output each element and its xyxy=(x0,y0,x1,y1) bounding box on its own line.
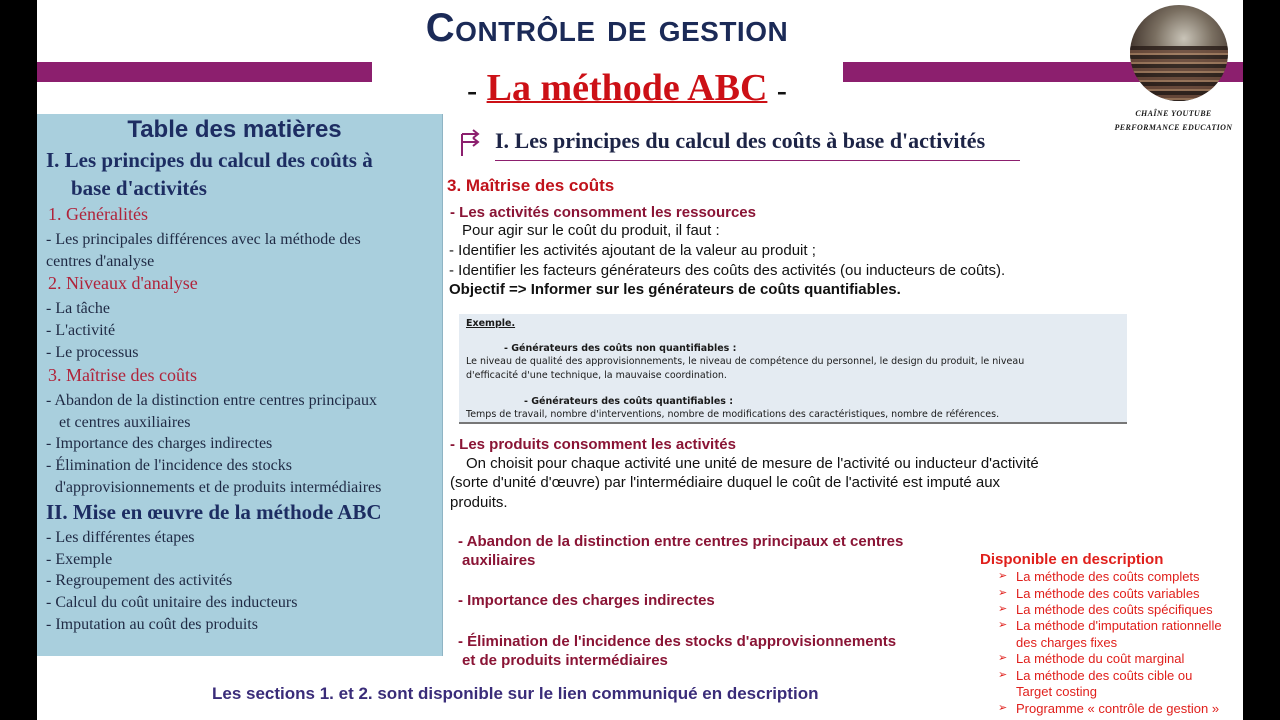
bullet-heading: - Les produits consomment les activités xyxy=(450,436,736,453)
toc-title: Table des matières xyxy=(127,116,342,143)
channel-caption-line1: CHAÎNE YOUTUBE xyxy=(1135,109,1212,118)
toc-line: - Regroupement des activités xyxy=(46,572,233,589)
example-title: Exemple. xyxy=(466,318,516,329)
arrow-icon: ➢ xyxy=(998,570,1008,582)
arrow-icon: ➢ xyxy=(998,587,1008,599)
toc-line: - Importance des charges indirectes xyxy=(46,435,273,452)
toc-line: 3. Maîtrise des coûts xyxy=(48,365,197,385)
channel-caption xyxy=(1101,107,1243,135)
arrow-icon: ➢ xyxy=(998,652,1008,664)
toc-line: 2. Niveaux d'analyse xyxy=(48,273,198,293)
toc-line: II. Mise en œuvre de la méthode ABC xyxy=(46,500,382,524)
toc-line: - L'activité xyxy=(46,322,116,339)
section-title: I. Les principes du calcul des coûts à base d'activités xyxy=(495,128,986,153)
subtitle xyxy=(417,66,837,110)
bullet-heading: - Les activités consomment les ressources xyxy=(450,204,756,221)
channel-caption-line2: PERFORMANCE EDUCATION xyxy=(1114,123,1233,132)
subtitle-dash-right: - xyxy=(776,74,787,107)
table-of-contents xyxy=(37,114,443,656)
bullet-heading: - Abandon de la distinction entre centres principaux et centres xyxy=(458,533,904,550)
toc-line: - Calcul du coût unitaire des inducteurs xyxy=(46,594,298,611)
footer-note: Les sections 1. et 2. sont disponible sur le lien communiqué en description xyxy=(212,684,819,703)
toc-line: - Élimination de l'incidence des stocks xyxy=(46,457,292,474)
section-arrow-icon xyxy=(458,128,484,158)
title-band-left xyxy=(37,62,372,82)
toc-line: - Les différentes étapes xyxy=(46,529,195,546)
example-line: Le niveau de qualité des approvisionnements, le niveau de compétence du personnel, le design du produit, le niveau xyxy=(466,356,1025,367)
toc-line: - La tâche xyxy=(46,300,110,317)
bullet-heading: auxiliaires xyxy=(462,552,536,569)
subtitle-dash-left: - xyxy=(467,74,478,107)
example-line: Temps de travail, nombre d'interventions, nombre de modifications des caractéristiques, nombre de références. xyxy=(466,409,1000,420)
example-q-heading: - Générateurs des coûts quantifiables : xyxy=(524,396,734,407)
example-box xyxy=(459,314,1127,424)
toc-line: - Abandon de la distinction entre centres principaux xyxy=(46,392,378,409)
channel-logo-image xyxy=(1130,5,1228,101)
toc-line: d'approvisionnements et de produits intermédiaires xyxy=(55,479,382,496)
paragraph-line: produits. xyxy=(450,494,508,511)
arrow-icon: ➢ xyxy=(998,619,1008,631)
paragraph-line: - Identifier les facteurs générateurs des coûts des activités (ou inducteurs de coûts). xyxy=(449,262,1006,279)
toc-line: - Le processus xyxy=(46,344,139,361)
subtitle-text: La méthode ABC xyxy=(486,67,768,109)
arrow-icon: ➢ xyxy=(998,702,1008,714)
paragraph-line: On choisit pour chaque activité une unité de mesure de l'activité ou inducteur d'activité xyxy=(466,455,1039,472)
toc-line: I. Les principes du calcul des coûts à xyxy=(46,148,373,172)
page-title: Contrôle de gestion xyxy=(425,6,789,50)
toc-line: 1. Généralités xyxy=(48,204,148,224)
toc-line: base d'activités xyxy=(71,176,207,200)
bullet-heading: - Importance des charges indirectes xyxy=(458,592,715,609)
objective-line: Objectif => Informer sur les générateurs de coûts quantifiables. xyxy=(449,281,901,298)
toc-line: - Les principales différences avec la méthode des xyxy=(46,231,361,248)
section-divider xyxy=(495,160,1020,161)
bullet-heading: et de produits intermédiaires xyxy=(462,652,668,669)
available-title: Disponible en description xyxy=(980,551,1164,568)
paragraph-line: - Identifier les activités ajoutant de la valeur au produit ; xyxy=(449,242,816,259)
bullet-heading: - Élimination de l'incidence des stocks d'approvisionnements xyxy=(458,633,897,650)
paragraph-line: Pour agir sur le coût du produit, il faut : xyxy=(462,222,720,239)
example-nq-heading: - Générateurs des coûts non quantifiables : xyxy=(504,343,737,354)
paragraph-line: (sorte d'unité d'œuvre) par l'intermédiaire duquel le coût de l'activité est imputé aux xyxy=(450,474,1001,491)
arrow-icon: ➢ xyxy=(998,669,1008,681)
subsection-title: 3. Maîtrise des coûts xyxy=(447,176,615,195)
toc-line: centres d'analyse xyxy=(46,253,155,270)
slide: Contrôle de gestion - La méthode ABC - CHAÎNE YOUTUBE PERFORMANCE EDUCATION Table des matières I. Les principes du calcul des coûts à base d'activités 1. Généralités - Les principales différences avec la méthode des centres d'analyse 2. Niveaux d'analyse - La tâche - L'activité - Le processus 3. Maîtrise des coûts - Abandon de la distinction entre centres principaux et centres auxiliaires - Importance des charges indirectes - Élimination de l'incidence des stocks d'approvisionnements et de produits intermédiaires II. Mise en œuvre de la méthode ABC - Les différentes étapes - Exemple - Regroupement des activités - Calcul du coût unitaire des inducteurs - Imputation au coût des produits I. Les principes du calcul des coûts à base d'activités 3. Maîtrise des coûts - Les activités consomment les ressources Pour agir sur le coût du produit, il faut : - Identifier les activités ajoutant de la valeur au produit ; - Identifier les facteurs générateurs des coûts des activités (ou inducteurs de coûts). Objectif => Informer sur les générateurs de coûts quantifiables. Exemple. - Générateurs des coûts non quantifiables : Le niveau de qualité des approvisionnements, le niveau de compétence du personnel, le design du produit, le niveau d'efficacité d'une technique, la mauvaise coordination. - Générateurs des coûts quantifiables : Temps de travail, nombre d'interventions, nombre de modifications des caractéristiques, nombre de références. - Les produits consomment les activités On choisit pour chaque activité une unité de mesure de l'activité ou inducteur d'activité (sorte d'unité d'œuvre) par l'intermédiaire duquel le coût de l'activité est imputé aux produits. - Abandon de la distinction entre centres principaux et centres auxiliaires - Importance des charges indirectes - Élimination de l'incidence des stocks d'approvisionnements et de produits intermédiaires Disponible en description ➢ La méthode des coûts complets ➢ La méthode des coûts variables ➢ La méthode des coûts spécifiques ➢ La méthode d'imputation rationnelle des charges fixes ➢ La méthode du coût marginal ➢ La méthode des coûts cible ou Target costing ➢ Programme « contrôle de gestion » Les sections 1. et 2. sont disponible sur le lien communiqué en description xyxy=(37,0,1243,720)
arrow-icon: ➢ xyxy=(998,603,1008,615)
toc-line: et centres auxiliaires xyxy=(59,414,191,431)
toc-line: - Imputation au coût des produits xyxy=(46,616,258,633)
toc-line: - Exemple xyxy=(46,551,113,568)
example-line: d'efficacité d'une technique, la mauvaise coordination. xyxy=(466,370,727,381)
